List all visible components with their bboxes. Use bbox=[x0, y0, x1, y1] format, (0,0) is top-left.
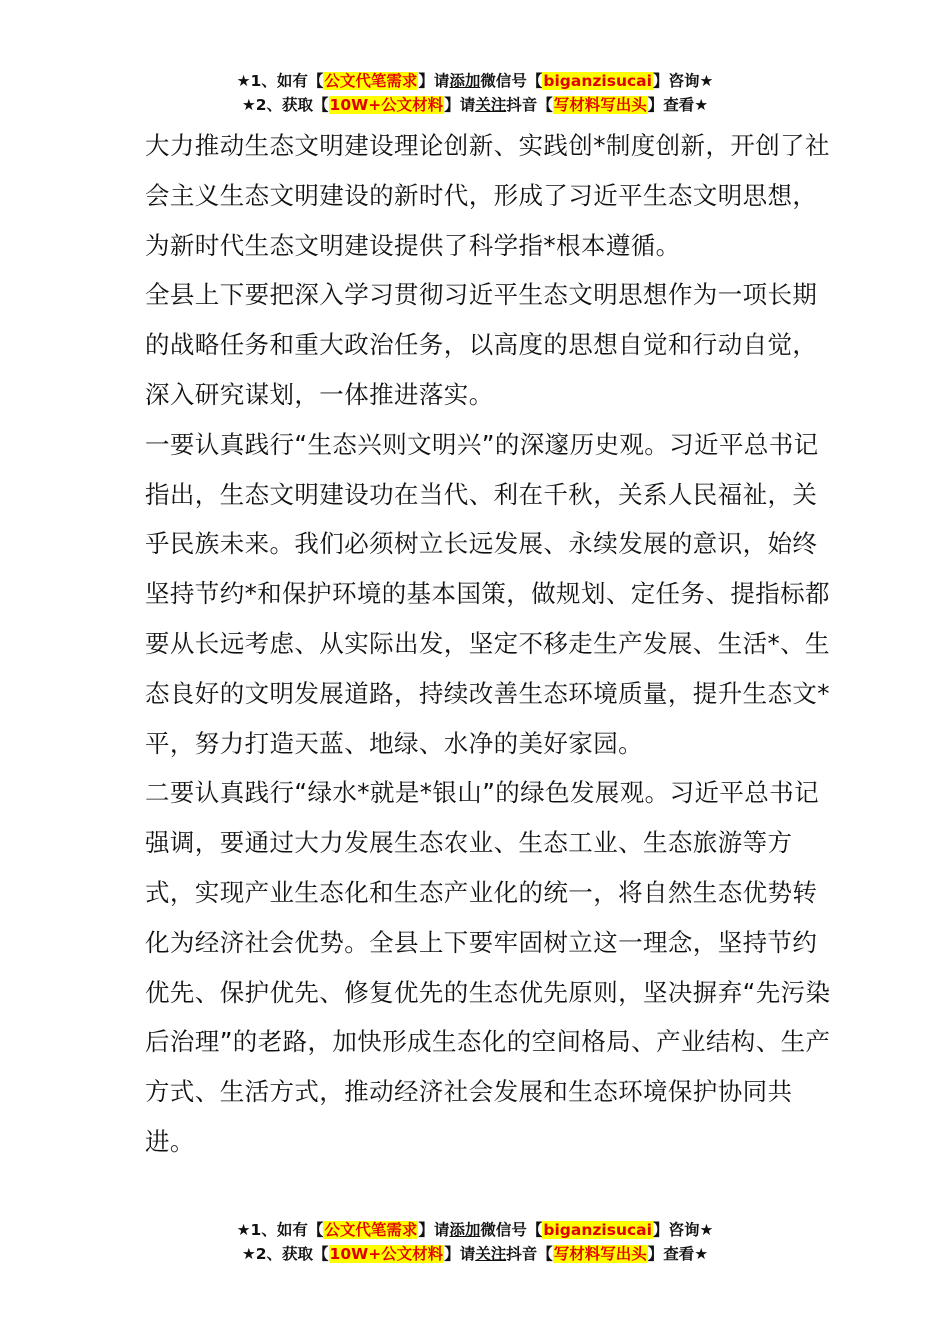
banner-text: 】请 bbox=[444, 1245, 476, 1263]
document-body bbox=[145, 121, 835, 1167]
banner-text: 】查看★ bbox=[647, 96, 709, 114]
highlight-materials: 10W+公文材料 bbox=[329, 96, 444, 114]
banner-line-2 bbox=[0, 93, 950, 117]
header-banner bbox=[0, 69, 950, 117]
banner-underlined: 关注 bbox=[475, 1245, 507, 1263]
highlight-douyin-account: 写材料写出头 bbox=[553, 1245, 647, 1263]
banner-text: 】查看★ bbox=[647, 1245, 709, 1263]
footer-banner bbox=[0, 1218, 950, 1266]
banner-text: ★2、获取【 bbox=[241, 96, 329, 114]
highlight-wechat-id: biganzisucai bbox=[543, 1221, 652, 1239]
banner-text: ★1、如有【 bbox=[236, 72, 324, 90]
banner-underlined: 添加 bbox=[449, 1221, 481, 1239]
banner-underlined: 添加 bbox=[449, 72, 481, 90]
paragraph: 大力推动生态文明建设理论创新、实践创*制度创新，开创了社会主义生态文明建设的新时代，形成了习近平生态文明思想，为新时代生态文明建设提供了科学指*根本遵循。 bbox=[145, 131, 830, 260]
banner-text: 】请 bbox=[418, 72, 450, 90]
paragraph: 全县上下要把深入学习贯彻习近平生态文明思想作为一项长期的战略任务和重大政治任务，以高度的思想自觉和行动自觉，深入研究谋划，一体推进落实。 bbox=[145, 280, 818, 409]
banner-underlined: 关注 bbox=[475, 96, 507, 114]
highlight-materials: 10W+公文材料 bbox=[329, 1245, 444, 1263]
highlight-wechat-id: biganzisucai bbox=[543, 72, 652, 90]
banner-text: 抖音【 bbox=[506, 1245, 553, 1263]
banner-text: 】请 bbox=[444, 96, 476, 114]
banner-text: 】咨询★ bbox=[652, 1221, 714, 1239]
banner-text: ★2、获取【 bbox=[241, 1245, 329, 1263]
paragraph: 一要认真践行“生态兴则文明兴”的深邃历史观。习近平总书记指出，生态文明建设功在当代、利在千秋，关系人民福祉，关乎民族未来。我们必须树立长远发展、永续发展的意识，始终坚持节约*和保护环境的基本国策，做规划、定任务、提指标都要从长远考虑、从实际出发，坚定不移走生产发展、生活*、生态良好的文明发展道路，持续改善生态环境质量，提升生态文*平，努力打造天蓝、地绿、水净的美好家园。 bbox=[145, 429, 830, 758]
banner-line-1 bbox=[0, 69, 950, 93]
banner-text: 微信号【 bbox=[480, 72, 543, 90]
banner-line-2 bbox=[0, 1242, 950, 1266]
paragraph: 二要认真践行“绿水*就是*银山”的绿色发展观。习近平总书记强调，要通过大力发展生态农业、生态工业、生态旅游等方式，实现产业生态化和生态产业化的统一，将自然生态优势转化为经济社会优势。全县上下要牢固树立这一理念，坚持节约优先、保护优先、修复优先的生态优先原则，坚决摒弃“先污染后治理”的老路，加快形成生态化的空间格局、产业结构、生产方式、生活方式，推动经济社会发展和生态环境保护协同共进。 bbox=[145, 778, 831, 1156]
banner-text: 】请 bbox=[418, 1221, 450, 1239]
highlight-douyin-account: 写材料写出头 bbox=[553, 96, 647, 114]
banner-text: ★1、如有【 bbox=[236, 1221, 324, 1239]
highlight-service: 公文代笔需求 bbox=[324, 72, 418, 90]
banner-text: 】咨询★ bbox=[652, 72, 714, 90]
banner-text: 抖音【 bbox=[506, 96, 553, 114]
banner-text: 微信号【 bbox=[480, 1221, 543, 1239]
highlight-service: 公文代笔需求 bbox=[324, 1221, 418, 1239]
banner-line-1 bbox=[0, 1218, 950, 1242]
